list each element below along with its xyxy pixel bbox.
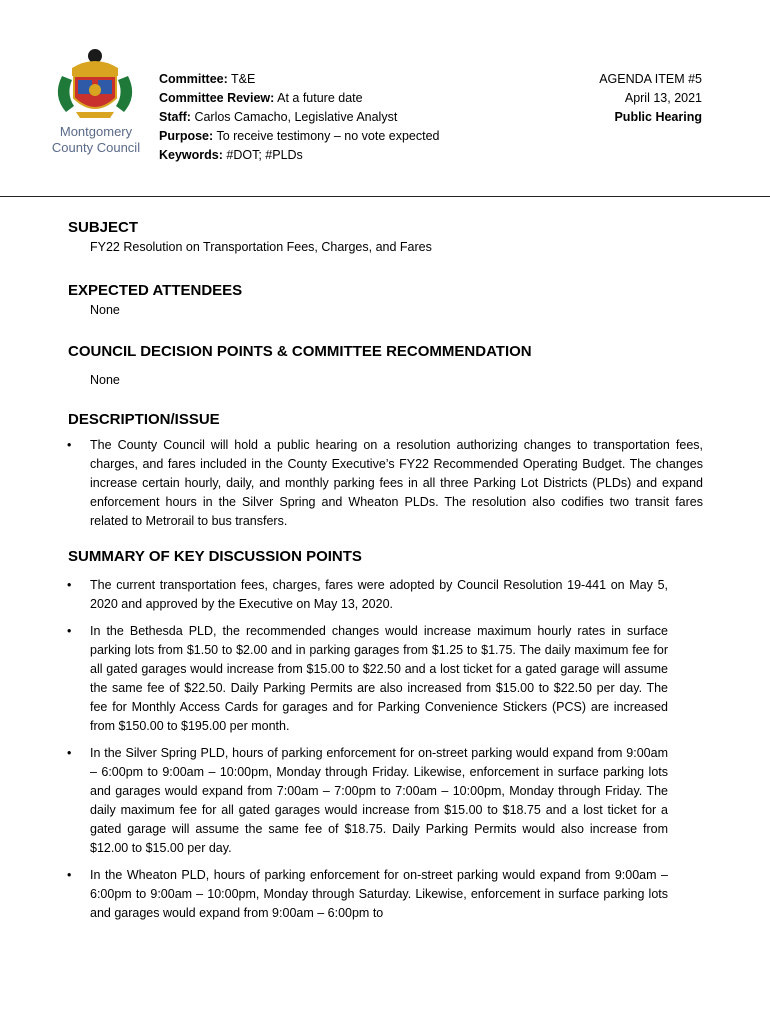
agenda-date: April 13, 2021 xyxy=(624,91,702,105)
summary-heading: SUMMARY OF KEY DISCUSSION POINTS xyxy=(68,548,362,565)
description-section xyxy=(68,410,703,531)
agenda-item: AGENDA ITEM #5 xyxy=(599,72,702,86)
subject-section xyxy=(68,218,703,256)
attendees-section xyxy=(68,281,703,319)
staff-line: Staff: Carlos Camacho, Legislative Analyst xyxy=(159,110,398,124)
list-item: • The County Council will hold a public hearing on a resolution authorizing changes to transportation fees, charges, and fares included in the County Executive’s FY22 Recommended Operating Budget. The changes increase certain hourly, daily, and monthly parking fees in all three Parking Lot Districts (PLDs) and expand enforcement hours in the Silver Spring and Wheaton PLDs. The resolution also codifies two transit fares related to Metrorail to bus transfers. xyxy=(67,438,703,528)
agenda-info xyxy=(599,70,702,127)
header-divider xyxy=(0,196,770,197)
committee-metadata xyxy=(159,70,439,165)
org-name xyxy=(40,124,152,156)
summary-list xyxy=(68,576,703,923)
attendees-text: None xyxy=(90,303,120,317)
hearing-type: Public Hearing xyxy=(614,110,702,124)
attendees-heading: EXPECTED ATTENDEES xyxy=(68,282,243,299)
keywords-line: Keywords: #DOT; #PLDs xyxy=(159,148,303,162)
summary-section xyxy=(68,547,703,923)
org-name-line2: County Council xyxy=(51,140,141,155)
description-heading: DESCRIPTION/ISSUE xyxy=(68,411,220,428)
county-seal-logo xyxy=(52,46,138,122)
decision-heading: COUNCIL DECISION POINTS & COMMITTEE RECOMMENDATION xyxy=(68,343,532,360)
subject-heading: SUBJECT xyxy=(68,219,139,236)
list-item: • In the Silver Spring PLD, hours of parking enforcement for on-street parking would expand from 9:00am – 6:00pm to 9:00am – 10:00pm, Monday through Friday. Likewise, enforcement in surface parking lots and garages would expand from 7:00am – 7:00pm to 7:00am – 10:00pm, Monday through Friday. The daily maximum fee for all gated garages would increase from $15.00 to $18.75 and a lost ticket for a gated garage will assume the same fee of $18.75. Daily Parking Permits would also increase from $12.00 to $15.00 per day. xyxy=(67,746,668,855)
review-line: Committee Review: At a future date xyxy=(159,91,363,105)
purpose-line: Purpose: To receive testimony – no vote expected xyxy=(159,129,440,143)
document-body xyxy=(68,218,703,931)
org-name-line1: Montgomery xyxy=(59,124,133,139)
decision-text: None xyxy=(90,373,120,387)
subject-text: FY22 Resolution on Transportation Fees, Charges, and Fares xyxy=(90,240,432,254)
list-item: • The current transportation fees, charges, fares were adopted by Council Resolution 19-441 on May 5, 2020 and approved by the Executive on May 13, 2020. xyxy=(67,578,668,611)
description-list xyxy=(68,436,703,531)
list-item: • In the Wheaton PLD, hours of parking enforcement for on-street parking would expand from 9:00am – 6:00pm to 9:00am – 10:00pm, Monday through Saturday. Likewise, enforcement in surface parking lots and garages would expand from 9:00am – 6:00pm to xyxy=(67,868,668,920)
decision-section xyxy=(68,342,703,389)
committee-line: Committee: T&E xyxy=(159,72,256,86)
list-item: • In the Bethesda PLD, the recommended changes would increase maximum hourly rates in surface parking lots from $1.50 to $2.00 and in parking garages from $1.25 to $1.75. The daily maximum fee for all gated garages would increase from $15.00 to $22.50 and a lost ticket for a gated garage will assume the same fee of $22.50. Daily Parking Permits are also increased from $15.00 to $22.50 per day. The fee for Monthly Access Cards for garages and for Parking Convenience Stickers (PCS) are increased from $150.00 to $195.00 per month. xyxy=(67,624,668,733)
